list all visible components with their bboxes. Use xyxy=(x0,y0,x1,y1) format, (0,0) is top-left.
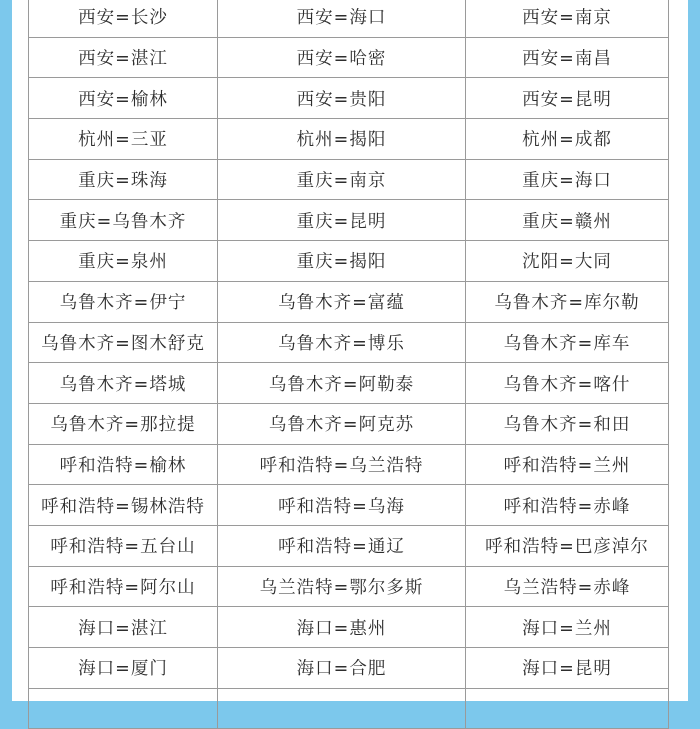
route-cell: 乌鲁木齐=富蕴 xyxy=(218,281,466,322)
route-cell: 沈阳=大同 xyxy=(466,241,669,282)
table-row xyxy=(29,241,669,282)
route-cell: 乌鲁木齐=喀什 xyxy=(466,363,669,404)
route-cell: 呼和浩特=赤峰 xyxy=(466,485,669,526)
route-cell: 西安=贵阳 xyxy=(218,78,466,119)
route-table-body xyxy=(29,0,669,729)
table-row xyxy=(29,37,669,78)
route-cell: 呼和浩特=乌兰浩特 xyxy=(218,444,466,485)
table-row xyxy=(29,566,669,607)
table-row xyxy=(29,485,669,526)
route-cell: 海口=厦门 xyxy=(29,648,218,689)
table-row xyxy=(29,688,669,729)
route-cell: 西安=昆明 xyxy=(466,78,669,119)
route-cell: 乌鲁木齐=库尔勒 xyxy=(466,281,669,322)
route-cell: 杭州=揭阳 xyxy=(218,119,466,160)
route-cell: 呼和浩特=兰州 xyxy=(466,444,669,485)
route-cell: 呼和浩特=榆林 xyxy=(29,444,218,485)
table-row xyxy=(29,403,669,444)
route-cell: 乌鲁木齐=伊宁 xyxy=(29,281,218,322)
route-cell: 重庆=南京 xyxy=(218,159,466,200)
route-cell: 乌鲁木齐=博乐 xyxy=(218,322,466,363)
route-cell xyxy=(218,688,466,729)
table-row xyxy=(29,525,669,566)
route-cell: 乌鲁木齐=和田 xyxy=(466,403,669,444)
route-cell: 西安=南昌 xyxy=(466,37,669,78)
route-cell: 海口=惠州 xyxy=(218,607,466,648)
route-cell: 乌鲁木齐=阿勒泰 xyxy=(218,363,466,404)
table-row xyxy=(29,200,669,241)
route-cell: 重庆=海口 xyxy=(466,159,669,200)
route-cell: 重庆=揭阳 xyxy=(218,241,466,282)
route-cell: 西安=海口 xyxy=(218,0,466,37)
route-cell: 重庆=昆明 xyxy=(218,200,466,241)
route-table xyxy=(28,0,669,729)
route-cell: 乌兰浩特=鄂尔多斯 xyxy=(218,566,466,607)
route-cell: 西安=榆林 xyxy=(29,78,218,119)
table-row xyxy=(29,78,669,119)
route-cell: 乌鲁木齐=那拉提 xyxy=(29,403,218,444)
route-cell: 西安=长沙 xyxy=(29,0,218,37)
route-cell: 重庆=乌鲁木齐 xyxy=(29,200,218,241)
table-row xyxy=(29,0,669,37)
route-cell xyxy=(29,688,218,729)
table-row xyxy=(29,159,669,200)
table-row xyxy=(29,648,669,689)
route-cell: 重庆=珠海 xyxy=(29,159,218,200)
table-row xyxy=(29,322,669,363)
route-cell: 呼和浩特=五台山 xyxy=(29,525,218,566)
document-page xyxy=(12,0,688,701)
route-cell: 呼和浩特=巴彦淖尔 xyxy=(466,525,669,566)
route-cell: 乌鲁木齐=图木舒克 xyxy=(29,322,218,363)
route-cell: 杭州=成都 xyxy=(466,119,669,160)
table-row xyxy=(29,281,669,322)
route-cell: 海口=湛江 xyxy=(29,607,218,648)
route-cell: 海口=昆明 xyxy=(466,648,669,689)
route-cell: 呼和浩特=阿尔山 xyxy=(29,566,218,607)
route-cell: 乌兰浩特=赤峰 xyxy=(466,566,669,607)
route-cell: 海口=合肥 xyxy=(218,648,466,689)
route-cell: 西安=湛江 xyxy=(29,37,218,78)
route-cell: 海口=兰州 xyxy=(466,607,669,648)
route-cell xyxy=(466,688,669,729)
route-cell: 呼和浩特=乌海 xyxy=(218,485,466,526)
table-row xyxy=(29,444,669,485)
route-cell: 西安=哈密 xyxy=(218,37,466,78)
route-cell: 杭州=三亚 xyxy=(29,119,218,160)
table-row xyxy=(29,119,669,160)
table-row xyxy=(29,607,669,648)
route-cell: 乌鲁木齐=库车 xyxy=(466,322,669,363)
route-cell: 重庆=赣州 xyxy=(466,200,669,241)
route-cell: 呼和浩特=通辽 xyxy=(218,525,466,566)
route-cell: 呼和浩特=锡林浩特 xyxy=(29,485,218,526)
route-cell: 乌鲁木齐=阿克苏 xyxy=(218,403,466,444)
route-cell: 乌鲁木齐=塔城 xyxy=(29,363,218,404)
route-cell: 重庆=泉州 xyxy=(29,241,218,282)
route-cell: 西安=南京 xyxy=(466,0,669,37)
table-row xyxy=(29,363,669,404)
